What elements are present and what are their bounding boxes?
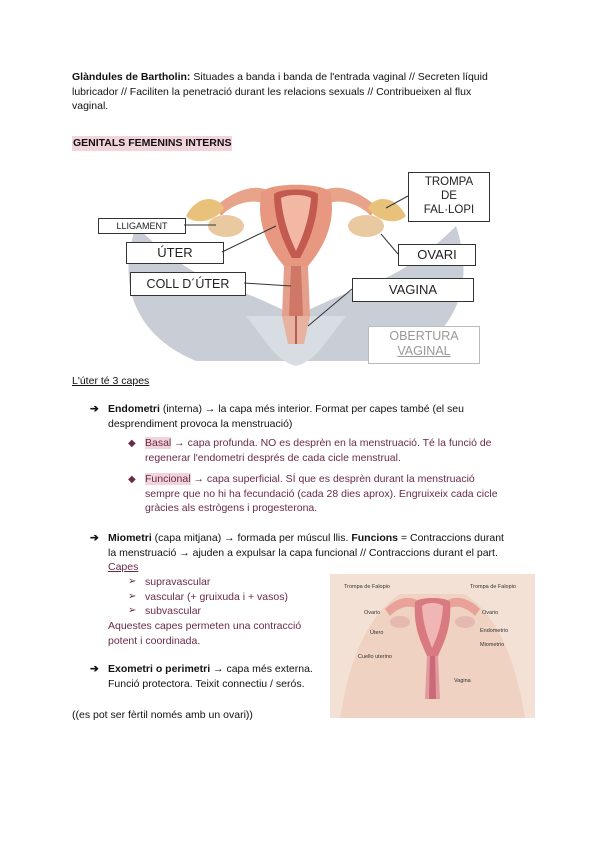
- capes-item: supravascular: [145, 576, 211, 588]
- basal-line2: regenerar l'endometri després de cada cicle menstrual.: [145, 451, 401, 464]
- miometri-line1a: (capa mitjana) → formada per múscul llis.: [151, 532, 352, 544]
- arrow-bullet-icon: ➔: [90, 403, 99, 415]
- internal-genitals-diagram: [96, 166, 496, 368]
- uterus-section-illustration: [330, 574, 535, 718]
- d2-vagina: Vagina: [454, 678, 471, 684]
- basal-line1: → capa profunda. NO es desprèn en la menstruació. Té la funció de: [171, 437, 492, 449]
- d2-trompa-left: Trompa de Falopio: [344, 584, 390, 590]
- bartholin-line2: lubricador // Faciliten la penetració durant les relacions sexuals // Contribueixen al flux: [72, 85, 472, 98]
- label-obertura-line2: VAGINAL: [397, 344, 451, 358]
- endometri-line1: (interna) → la capa més interior. Format per capes també (el seu: [159, 403, 464, 415]
- d2-cuello: Cuello uterino: [358, 654, 392, 660]
- uterus-cross-section-diagram: [330, 574, 535, 718]
- bartholin-paragraph: [72, 70, 542, 114]
- d2-miometrio: Miometrio: [480, 642, 505, 648]
- funcional-line3: gràcies als estrògens i progesterona.: [145, 502, 318, 514]
- d2-endometrio: Endometrio: [480, 628, 509, 634]
- label-trompa-line1: TROMPA: [424, 176, 474, 188]
- bartholin-line3: vaginal.: [72, 100, 109, 112]
- sub-arrow-icon: ➢: [128, 591, 137, 602]
- funcions-term: Funcions: [351, 532, 399, 544]
- capes-note: [108, 619, 301, 648]
- funcional-line1: → capa superficial. SÍ que es desprèn durant la menstruació: [190, 473, 475, 485]
- footnote: ((es pot ser fèrtil només amb un ovari)): [72, 709, 253, 721]
- bartholin-line1: Situades a banda i banda de l'entrada vaginal // Secreten líquid: [190, 71, 488, 83]
- connector-lines: [96, 166, 496, 368]
- label-coll-uter: COLL D´ÚTER: [130, 272, 246, 296]
- endometri-term: Endometri: [108, 403, 160, 415]
- miometri-block: [108, 531, 558, 575]
- label-vagina: VAGINA: [352, 278, 474, 302]
- funcional-line2: sempre que no hi ha fecundació (cada 28 dies aprox). Engruixeix cada cicle: [145, 487, 498, 500]
- label-ovari: OVARI: [398, 244, 476, 266]
- capes-note-line2: potent i coordinada.: [108, 634, 201, 647]
- bartholin-title: Glàndules de Bartholin:: [72, 71, 191, 83]
- funcional-block: [145, 472, 565, 516]
- basal-block: [145, 436, 565, 465]
- label-obertura-line1: OBERTURA: [389, 329, 459, 343]
- endometri-block: [108, 402, 548, 431]
- diamond-bullet-icon: ◆: [128, 438, 136, 449]
- d2-utero: Útero: [370, 630, 384, 636]
- capes-note-line1: Aquestes capes permeten una contracció: [108, 620, 302, 632]
- d2-trompa-right: Trompa de Falopio: [470, 584, 516, 590]
- arrow-bullet-icon: ➔: [90, 663, 99, 675]
- capes-item: subvascular: [145, 605, 202, 617]
- miometri-line2: la menstruació → ajuden a expulsar la capa funcional // Contraccions durant el part.: [108, 546, 498, 559]
- label-trompa-line3: FAL·LOPI: [423, 204, 475, 216]
- d2-ovario-right: Ovario: [482, 610, 499, 616]
- diamond-bullet-icon: ◆: [128, 474, 136, 485]
- arrow-bullet-icon: ➔: [90, 532, 99, 544]
- endometri-line2: desprendiment provoca la menstruació): [108, 417, 293, 430]
- section-heading: GENITALS FEMENINS INTERNS: [73, 137, 232, 149]
- label-lligament: LLIGAMENT: [98, 218, 186, 234]
- sub-arrow-icon: ➢: [128, 576, 137, 587]
- exometri-block: [108, 662, 338, 691]
- funcional-term: Funcional: [145, 473, 191, 485]
- capes-item: vascular (+ gruixuda i + vasos): [145, 591, 288, 603]
- sub-arrow-icon: ➢: [128, 605, 137, 616]
- label-trompa-line2: DE: [441, 190, 457, 202]
- exometri-line2: Funció protectora. Teixit connectiu / serós.: [108, 677, 305, 690]
- exometri-term: Exometri o perimetri: [108, 663, 211, 675]
- d2-ovario-left: Ovario: [364, 610, 381, 616]
- capes-label: Capes: [108, 561, 139, 573]
- exometri-line1: → capa més externa.: [210, 663, 313, 675]
- miometri-term: Miometri: [108, 532, 152, 544]
- basal-term: Basal: [145, 437, 172, 449]
- miometri-line1b: = Contraccions durant: [398, 532, 504, 544]
- label-uter: ÚTER: [126, 242, 224, 264]
- uter-capes-heading: L'úter té 3 capes: [72, 375, 150, 387]
